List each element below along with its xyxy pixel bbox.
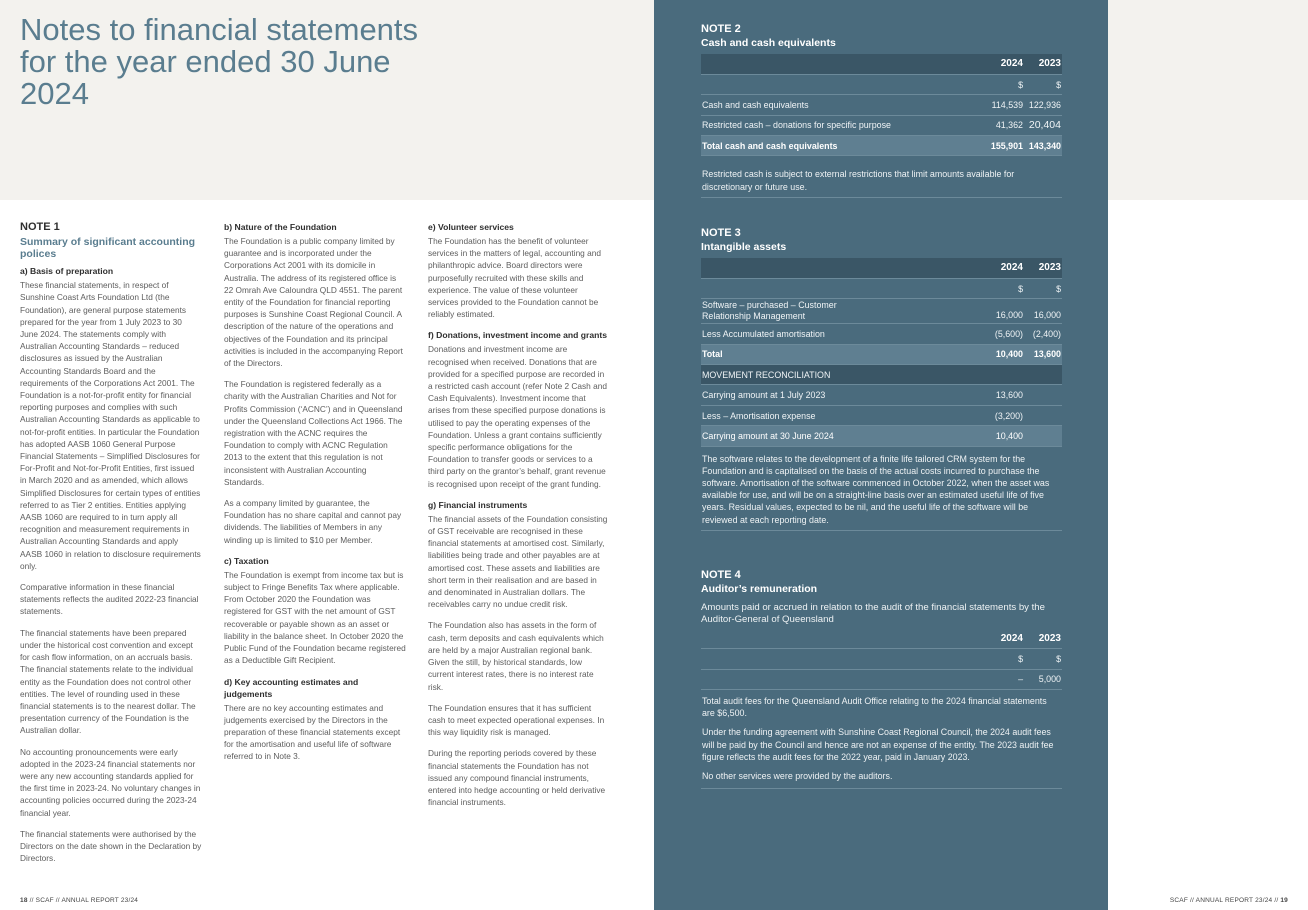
footer-right: SCAF // ANNUAL REPORT 23/24 // 19 [1169, 897, 1288, 904]
note1-column-2 [224, 221, 406, 772]
page-title: Notes to financial statements for the year ended 30 June 2024 [20, 12, 419, 111]
units-row: $ $ [701, 649, 1062, 669]
year-header: 2023 [1024, 54, 1062, 74]
paragraph: As a company limited by guarantee, the Foundation has no share capital and cannot pay dividends. The liabilities of Members in any winding up is limited to $10 per Member. [224, 498, 402, 545]
note1-title: Summary of significant accounting polices [20, 236, 196, 261]
movement-heading-row: MOVEMENT RECONCILIATION [701, 365, 1062, 385]
footnote: Total audit fees for the Queensland Audit Office relating to the 2024 financial statements are $6,500. [702, 696, 1047, 719]
paragraph: The Foundation is registered federally as a charity with the Australian Charities and Not for Profits Commission (‘ACNC’) and in Queensland under the Queensland Collections Act 1966. The registration with the ACNC requires the Foundation to comply with ACNC Regulation 2013 to the extent that this regulation is not inconsistent with Australian Accounting Standards. [224, 379, 403, 487]
section-heading: f) Donations, investment income and grants [428, 330, 608, 341]
paragraph: There are no key accounting estimates and judgements exercised by the Directors in the preparation of these financial statements except for the amortisation and useful life of software referred to in Note 3. [224, 702, 401, 762]
note3 [701, 226, 1062, 531]
section-heading: b) Nature of the Foundation [224, 222, 337, 232]
footnote: Under the funding agreement with Sunshine Coast Regional Council, the 2024 audit fees will be paid by the Council and hence are not an expense of the entity. The 2023 audit fee figure reflects the audit fees for the 2022 year, paid in January 2023. [702, 727, 1054, 762]
paragraph: The financial assets of the Foundation consisting of GST receivable are recognised in these financial statements at amortised cost. Similarly, liabilities being trade and other payables are at amortised cost. These assets and liabilities are short term in their realisation and are based in and denominated in Australian dollars. The receivables carry no undue credit risk. [428, 513, 608, 610]
paragraph: Comparative information in these financial statements reflects the audited 2022-23 financial statements. [20, 582, 199, 617]
table-row: Software – purchased – Customer Relationship Management 16,000 16,000 [701, 299, 1062, 324]
year-header: 2024 [954, 258, 1024, 278]
year-header: 2023 [1024, 628, 1062, 648]
paragraph: The Foundation is a public company limited by guarantee and is incorporated under the Corporations Act 2001 with its domicile in Australia. The address of its registered office is 22 Omrah Ave Caloundra QLD 4551. The parent entity of the Foundation for financial reporting purposes is Sunshine Coast Regional Council. A description of the nature of the operations and objectives of the Foundation and its principal activities is included in the accompanying Report of the Directors. [224, 236, 403, 369]
paragraph: Donations and investment income are recognised when received. Donations that are provided for a specified purpose are recorded in a restricted cash account (refer Note 2 Cash and Cash Equivalents). Investment income that arises from these specified purpose donations is utilised to pay the operating expenses of the Foundation. Unless a grant contains sufficiently specific performance obligations for the Foundation to transfer goods or services to a third party on the grantor’s behalf, grant revenue is recognised upon receipt of the grant funding. [428, 344, 607, 489]
note2-label: NOTE 2 [701, 23, 741, 35]
note3-title: Intangible assets [701, 241, 787, 253]
table-row: Less Accumulated amortisation (5,600) (2,400) [701, 324, 1062, 344]
table-row: – 5,000 [701, 669, 1062, 689]
note1-column-1 [20, 221, 202, 873]
note4-footnotes [701, 690, 1062, 789]
footnote: No other services were provided by the auditors. [702, 771, 893, 782]
page-number: 18 [20, 897, 28, 904]
year-header: 2024 [954, 54, 1024, 74]
footer-left: 18 // SCAF // ANNUAL REPORT 23/24 [20, 897, 139, 904]
paragraph: No accounting pronouncements were early adopted in the 2023-24 financial statements nor were any new accounting standards applied for the first time in 2023-24. No voluntary changes in accounting policies occurred during the 2023-24 financial year. [20, 746, 201, 818]
note3-footnote: The software relates to the development of a finite life tailored CRM system for the Foundation and is capitalised on the basis of the actual costs incurred to purchase the software. Amortisation of the software commenced in October 2022, when the asset was available for use, and will be on a straight-line basis over an estimated useful life of five years. Residual values, expected to be nil, and the useful life of the software will be reviewed at each reporting date. [701, 447, 1062, 531]
note2 [701, 22, 1062, 198]
note4-intro: Amounts paid or accrued in relation to the audit of the financial statements by the Auditor-General of Queensland [701, 602, 1045, 626]
note4 [701, 568, 1062, 789]
note2-title: Cash and cash equivalents [701, 37, 836, 49]
section-heading: d) Key accounting estimates and judgements [224, 676, 359, 699]
note1-column-3 [428, 221, 610, 817]
section-heading: c) Taxation [224, 555, 269, 566]
paragraph: The financial statements were authorised by the Directors on the date shown in the Declaration by Directors. [20, 828, 202, 864]
table-header-row [701, 258, 1062, 278]
notes-panel [654, 0, 1108, 910]
section-heading: g) Financial instruments [428, 499, 528, 510]
paragraph: The financial statements have been prepared under the historical cost convention and except for cash flow information, on an accruals basis. The financial statements relate to the individual entity as the Foundation does not control other entities. The level of rounding used in these financial statements is to the nearest dollar. The presentation currency of the Foundation is the Australian dollar. [20, 627, 196, 736]
note2-table [701, 54, 1062, 156]
units-row: $ $ [701, 278, 1062, 298]
units-row: $ $ [701, 74, 1062, 94]
paragraph: These financial statements, in respect of Sunshine Coast Arts Foundation Ltd (the Foundation), are general purpose statements prepared for the year from 1 July 2023 to 30 June 2024. The statements comply with Australian Accounting Standards – reduced disclosures as issued by the Australian Accounting Standards Board and the requirements of the Corporations Act 2001. The Foundation is a not-for-profit entity for financial reporting purposes and complies with such Australian Accounting Standards as applicable to not-for-profit entities. In particular the Foundation has adopted AASB 1060 General Purpose Financial Statements – Simplified Disclosures for For-Profit and Not-for-Profit Entities, first issued in March 2020 and as amended, which allows Simplified Disclosures for certain types of entities referred to as Tier 2 entities. Entities applying AASB 1060 are required to in turn apply all recognition and measurement requirements in Australian Accounting Standards and apply AASB 1060 in relation to disclosure requirements only. [20, 280, 201, 571]
page-number: 19 [1280, 897, 1288, 904]
title-band-right [1108, 0, 1308, 200]
table-row: Carrying amount at 30 June 2024 10,400 [701, 426, 1062, 446]
table-header-row [701, 628, 1062, 648]
paragraph: During the reporting periods covered by these financial statements the Foundation has not issued any compound financial instruments, entered into hedge accounting or held derivative financial instruments. [428, 748, 606, 808]
table-row: Cash and cash equivalents 114,539 122,936 [701, 95, 1062, 115]
section-heading: a) Basis of preparation [20, 266, 114, 277]
paragraph: The Foundation also has assets in the form of cash, term deposits and cash equivalents which are held by a major Australian regional bank. Given the still, by historical standards, low current interest rates, there is no interest rate risk. [428, 620, 604, 692]
paragraph: The Foundation is exempt from income tax but is subject to Fringe Benefits Tax where applicable. From October 2020 the Foundation was registered for GST with the net amount of GST recoverable or payable shown as an asset or liability in the balance sheet. In October 2020 the Public Fund of the Foundation became registered as a Deductible Gift Recipient. [224, 569, 406, 666]
year-header: 2024 [954, 628, 1024, 648]
note2-footnote: Restricted cash is subject to external restrictions that limit amounts available for discretionary or future use. [701, 156, 1062, 197]
note3-table [701, 258, 1062, 447]
note1-label: NOTE 1 [20, 221, 60, 233]
table-total-row: Total 10,400 13,600 [701, 344, 1062, 364]
table-row: Less – Amortisation expense (3,200) [701, 405, 1062, 425]
table-total-row: Total cash and cash equivalents 155,901 143,340 [701, 136, 1062, 156]
table-header-row [701, 54, 1062, 74]
note4-title: Auditor’s remuneration [701, 583, 818, 595]
section-heading: e) Volunteer services [428, 222, 514, 232]
table-row: Restricted cash – donations for specific purpose 41,362 20,404 [701, 115, 1062, 135]
note3-label: NOTE 3 [701, 227, 741, 239]
note4-label: NOTE 4 [701, 569, 741, 581]
paragraph: The Foundation ensures that it has sufficient cash to meet expected operational expenses. In this way liquidity risk is managed. [428, 702, 605, 738]
table-row: Carrying amount at 1 July 2023 13,600 [701, 385, 1062, 405]
note4-table [701, 628, 1062, 690]
year-header: 2023 [1024, 258, 1062, 278]
paragraph: The Foundation has the benefit of volunteer services in the matters of legal, accounting and philanthropic advice. Board directors were purposefully recruited with these skills and experience. The value of these volunteer services provided to the Foundation cannot be reliably estimated. [428, 236, 601, 320]
